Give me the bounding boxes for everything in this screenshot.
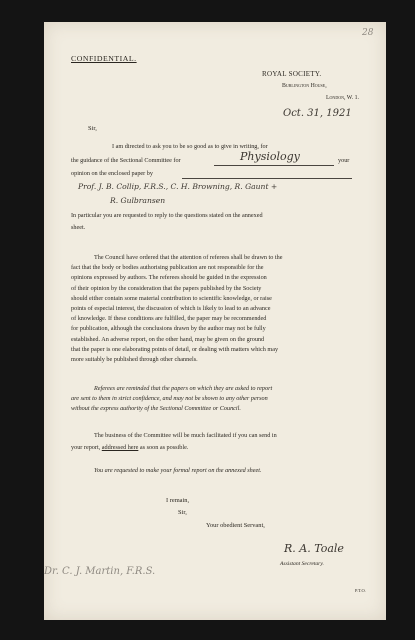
signature: R. A. Toale <box>284 542 344 555</box>
council-line: should either contain some material contribution to scientific knowledge, or raise <box>71 294 272 302</box>
closing-sir: Sir, <box>178 509 187 516</box>
letter-sheet <box>44 22 386 620</box>
council-line: more suitably be published through other channels. <box>71 356 198 364</box>
request-line-5: sheet. <box>71 224 86 231</box>
committee-blank-line <box>214 165 334 166</box>
council-paragraph <box>71 253 365 365</box>
pto-note: P.T.O. <box>355 588 366 593</box>
council-line: fact that the body or bodies authorising publication are not responsible for the <box>71 264 264 272</box>
council-line: opinions expressed by authors. The referees should be guided in the expression <box>71 274 267 282</box>
business-line-2 <box>71 445 188 451</box>
addressee: Dr. C. J. Martin, F.R.S. <box>44 566 156 577</box>
request-line-4: In particular you are requested to reply to the questions stated on the annexed <box>71 212 263 219</box>
society-name: ROYAL SOCIETY. <box>262 70 322 78</box>
council-line: that the paper is one elaborating points of detail, or dealing with matters which may <box>71 345 279 353</box>
referees-line: are sent to them in strict confidence, and may not be shown to any other person <box>71 395 268 403</box>
paper-authors-line-1: Prof. J. B. Collip, F.R.S., C. H. Browning, R. Gaunt + <box>78 182 278 191</box>
archive-number: 28 <box>362 28 374 38</box>
paper-authors-line-2: R. Gulbransen <box>110 196 166 205</box>
business-line-2-start: your report, <box>71 444 101 451</box>
addressed-here: addressed here <box>101 444 139 451</box>
council-line: for publication, although the conclusions drawn by the author may not be fully <box>71 325 266 333</box>
request-line-2a: the guidance of the Sectional Committee for <box>71 157 181 164</box>
request-line-3: opinion on the enclosed paper by <box>71 170 153 177</box>
request-line-2b: your <box>338 157 350 164</box>
business-line-2-end: as soon as possible. <box>139 444 189 451</box>
referees-line: Referees are reminded that the papers on which they are asked to report <box>94 385 273 392</box>
letter-date: Oct. 31, 1921 <box>283 108 352 119</box>
referees-paragraph <box>71 384 365 415</box>
council-line: established. An adverse report, on the other hand, may be given on the ground <box>71 335 265 343</box>
signatory-title: Assistant Secretary. <box>280 561 324 567</box>
authors-blank-line <box>182 178 352 179</box>
closing-servant: Your obedient Servant, <box>206 522 265 529</box>
referees-line: without the express authority of the Sectional Committee or Council. <box>71 405 241 413</box>
request-line-1: I am directed to ask you to be so good as to give in writing, for <box>112 143 268 150</box>
confidential-heading: CONFIDENTIAL. <box>71 54 137 63</box>
council-line: of their opinion by the consideration that the papers published by the Society <box>71 284 262 292</box>
committee-name: Physiology <box>240 150 300 163</box>
council-line: of knowledge. If these conditions are fulfilled, the paper may be recommended <box>71 315 267 323</box>
business-line-1: The business of the Committee will be much facilitated if you can send in <box>94 432 277 439</box>
closing-remain: I remain, <box>166 497 190 504</box>
address-line-2: London, W. 1. <box>326 95 359 101</box>
council-line: points of especial interest, the discussion of which is likely to lead to an advance <box>71 305 271 313</box>
formal-report-note: You are requested to make your formal report on the annexed sheet. <box>94 467 262 474</box>
address-line-1: Burlington House, <box>282 83 327 89</box>
council-line: The Council have ordered that the attention of referees shall be drawn to the <box>94 254 283 261</box>
salutation: Sir, <box>88 125 97 132</box>
